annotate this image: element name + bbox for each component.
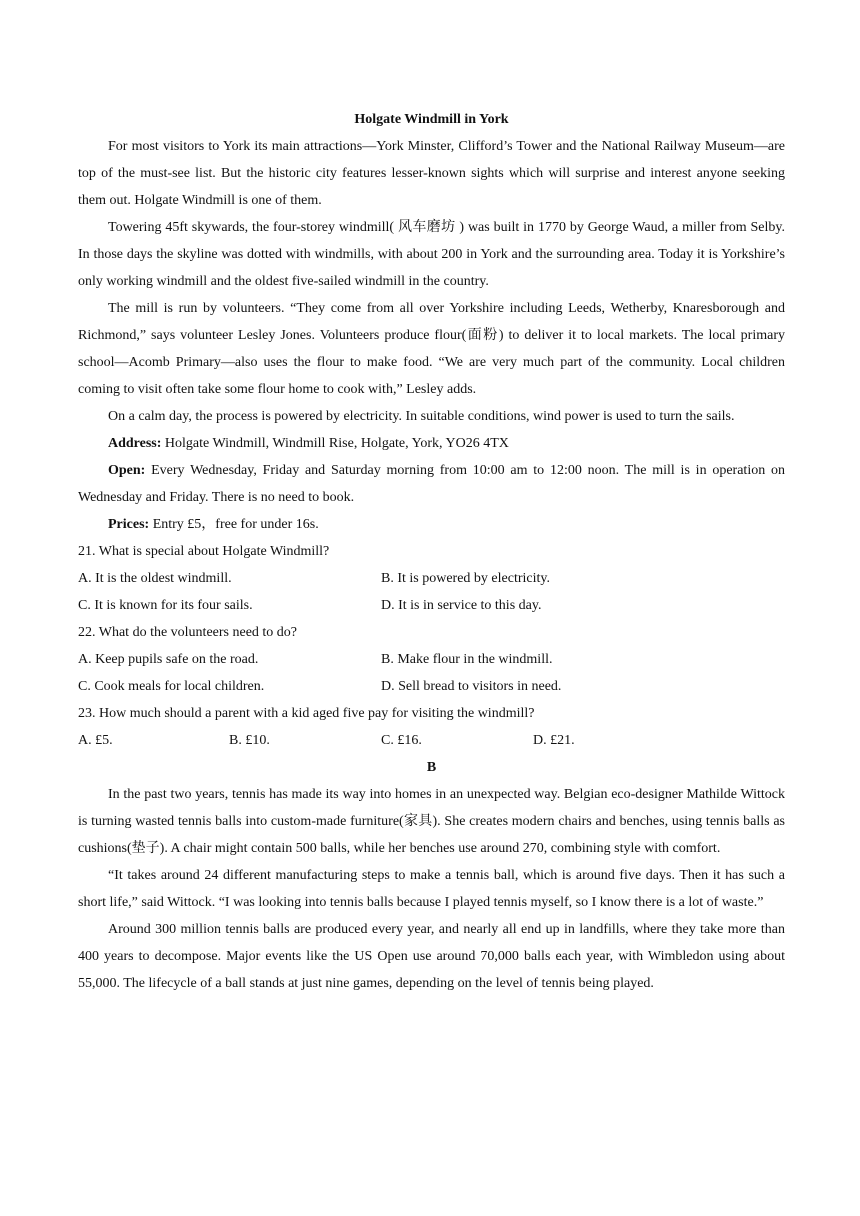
- open-line: [78, 457, 785, 511]
- passage-a-paragraph: The mill is run by volunteers. “They come from all over Yorkshire including Leeds, Wetherby, Knaresborough and Richmond,” says volunteer Lesley Jones. Volunteers produce flour(面粉) to deliver it to local markets. The local primary school—Acomb Primary—also uses the flour to make food. “We are very much part of the community. Local children coming to visit often take some flour home to cook with,” Lesley adds.: [78, 301, 785, 397]
- option-c[interactable]: C. Cook meals for local children.: [78, 679, 265, 694]
- passage-a-paragraph: For most visitors to York its main attractions—York Minster, Clifford’s Tower and the National Railway Museum—are top of the must-see list. But the historic city features lesser-known sights which will surprise and interest anyone seeking them out. Holgate Windmill is one of them.: [78, 139, 785, 208]
- question-options: [78, 727, 785, 754]
- option-d[interactable]: D. It is in service to this day.: [381, 598, 542, 613]
- passage-b-paragraph: In the past two years, tennis has made its way into homes in an unexpected way. Belgian eco-designer Mathilde Wittock is turning wasted tennis balls into custom-made furniture(家具). She creates modern chairs and benches, using tennis balls as cushions(垫子). A chair might contain 500 balls, while her benches use around 270, combining style with comfort.: [78, 787, 785, 856]
- option-a[interactable]: A. Keep pupils safe on the road.: [78, 652, 259, 667]
- question-stem: 21. What is special about Holgate Windmill?: [78, 544, 330, 559]
- option-d[interactable]: D. £21.: [533, 733, 575, 748]
- passage-a-paragraph: On a calm day, the process is powered by electricity. In suitable conditions, wind power is used to turn the sails.: [108, 409, 735, 424]
- option-c[interactable]: C. It is known for its four sails.: [78, 598, 253, 613]
- prices-line: [78, 511, 785, 538]
- option-d[interactable]: D. Sell bread to visitors in need.: [381, 679, 562, 694]
- option-b[interactable]: B. It is powered by electricity.: [381, 571, 550, 586]
- passage-b-label: B: [426, 760, 437, 775]
- option-a[interactable]: A. £5.: [78, 733, 113, 748]
- question-options: [78, 565, 785, 619]
- open-value: Every Wednesday, Friday and Saturday morning from 10:00 am to 12:00 noon. The mill is in operation on Wednesday and Friday. There is no need to book.: [78, 463, 785, 505]
- passage-a-paragraph: Towering 45ft skywards, the four-storey windmill( 风车磨坊 ) was built in 1770 by George Waud, a miller from Selby. In those days the skyline was dotted with windmills, with about 200 in York and the surrounding area. Today it is Yorkshire’s only working windmill and the oldest five-sailed windmill in the country.: [78, 220, 785, 289]
- option-c[interactable]: C. £16.: [381, 733, 422, 748]
- option-b[interactable]: B. Make flour in the windmill.: [381, 652, 553, 667]
- open-label: Open:: [108, 463, 146, 478]
- question-options: [78, 646, 785, 700]
- address-label: Address:: [108, 436, 162, 451]
- exam-page: [78, 106, 785, 997]
- address-value: Holgate Windmill, Windmill Rise, Holgate, York, YO26 4TX: [161, 436, 509, 451]
- option-a[interactable]: A. It is the oldest windmill.: [78, 571, 232, 586]
- passage-b-paragraph: Around 300 million tennis balls are produced every year, and nearly all end up in landfills, where they take more than 400 years to decompose. Major events like the US Open use around 70,000 balls each year, with Wimbledon using about 55,000. The lifecycle of a ball stands at just nine games, depending on the level of tennis being played.: [78, 922, 785, 991]
- address-line: [78, 430, 785, 457]
- passage-a-title: Holgate Windmill in York: [354, 112, 509, 127]
- prices-label: Prices:: [108, 517, 150, 532]
- question-stem: 23. How much should a parent with a kid aged five pay for visiting the windmill?: [78, 706, 535, 721]
- passage-b-paragraph: “It takes around 24 different manufacturing steps to make a tennis ball, which is around five days. Then it has such a short life,” said Wittock. “I was looking into tennis balls because I played tennis myself, so I know there is a lot of waste.”: [78, 868, 785, 910]
- question-stem: 22. What do the volunteers need to do?: [78, 625, 298, 640]
- prices-value: Entry £5，free for under 16s.: [149, 517, 319, 532]
- option-b[interactable]: B. £10.: [229, 733, 270, 748]
